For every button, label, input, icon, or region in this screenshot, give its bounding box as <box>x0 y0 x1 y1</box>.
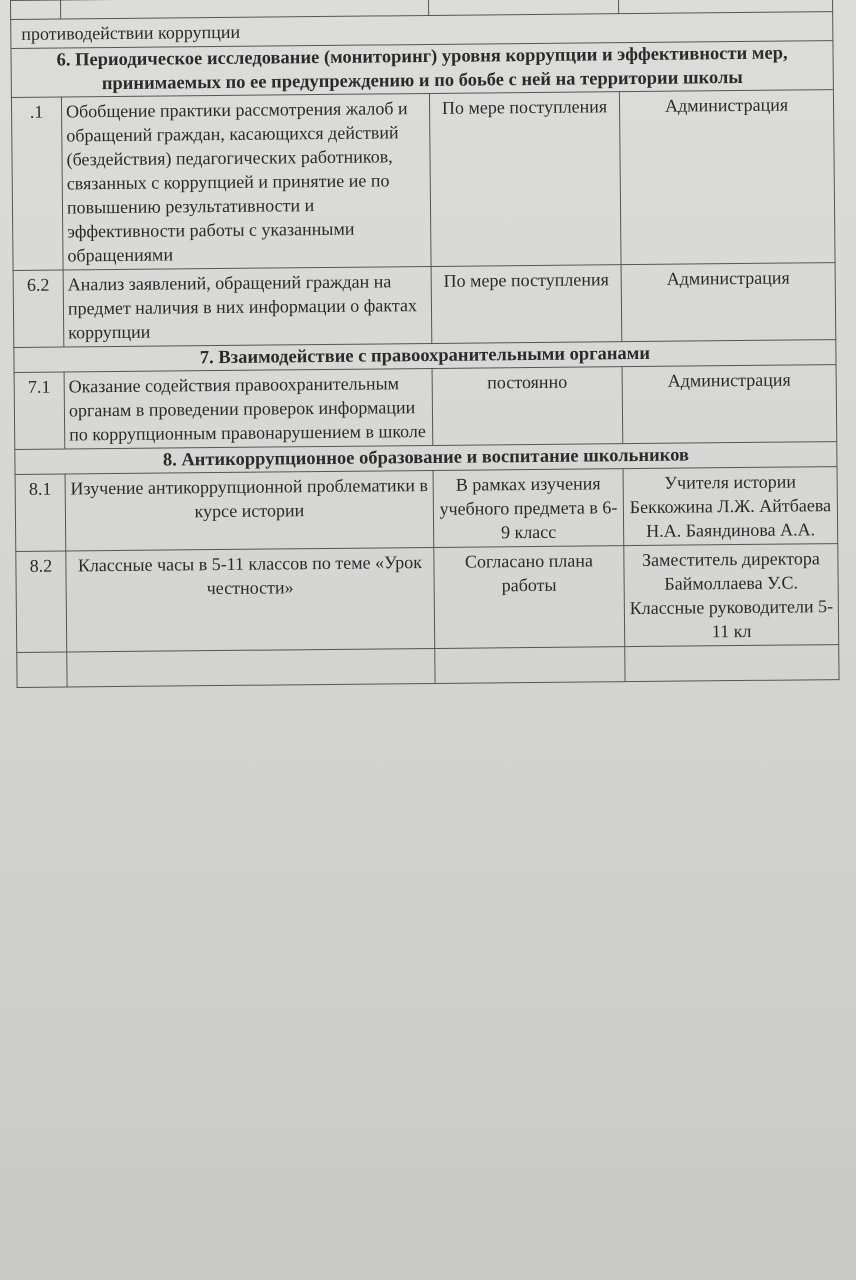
row-number: 8.2 <box>16 551 67 652</box>
section-6-title: 6. Периодическое исследование (мониторинг) уровня коррупции и эффективности мер, принимаемых по ее предупреждению и по боьбе с ней на территории школы <box>11 41 833 98</box>
row-responsible: Заместитель директора Баймоллаева У.С. Классные руководители 5-11 кл <box>624 544 839 647</box>
previous-row-text: противодействии коррупции <box>11 12 833 49</box>
table-row <box>15 467 838 552</box>
row-term: В рамках изучения учебного предмета в 6-9 класс <box>433 469 624 548</box>
row-term: По мере поступления <box>429 92 621 267</box>
section-8-title: 8. Антикоррупционное образование и воспитание школьников <box>15 442 837 475</box>
row-term: По мере поступления <box>431 265 622 344</box>
row-term: Согласано плана работы <box>434 546 625 649</box>
table-row <box>13 263 836 348</box>
row-responsible: Учителя истории Беккожина Л.Ж. Айтбаева Н.А. Баяндинова А.А. <box>623 467 838 546</box>
row-number: 8.1 <box>15 474 66 551</box>
table-row-blank <box>17 645 839 688</box>
row-responsible: Администрация <box>619 90 835 265</box>
row-number: 7.1 <box>14 372 65 449</box>
anti-corruption-plan-table <box>10 0 839 688</box>
row-term: постоянно <box>432 367 623 446</box>
table-row <box>16 544 839 653</box>
table-row <box>14 365 837 450</box>
row-task: Обобщение практики рассмотрения жалоб и обращений граждан, касающихся действий (бездействия) педагогических работников, связанных с коррупцией и принятие ие по повышению результативности и эффективности работы с указанными обращениями <box>61 93 431 270</box>
row-number: 6.2 <box>13 270 64 347</box>
row-task: Классные часы в 5-11 классов по теме «Урок честности» <box>66 547 435 652</box>
row-responsible: Администрация <box>621 263 836 342</box>
row-responsible: Администрация <box>622 365 837 444</box>
row-task: Изучение антикоррупционной проблематики в курсе истории <box>65 470 434 551</box>
section-7-title: 7. Взаимодействие с правоохранительными органами <box>14 340 836 373</box>
table-row <box>11 90 835 271</box>
row-task: Оказание содействия правоохранительным органам в проведении проверок информации по коррупционным правонарушением в школе <box>64 368 433 449</box>
row-number: .1 <box>11 97 63 270</box>
row-task: Анализ заявлений, обращений граждан на предмет наличия в них информации о фактах коррупции <box>63 266 432 347</box>
section-6-header <box>11 41 833 98</box>
